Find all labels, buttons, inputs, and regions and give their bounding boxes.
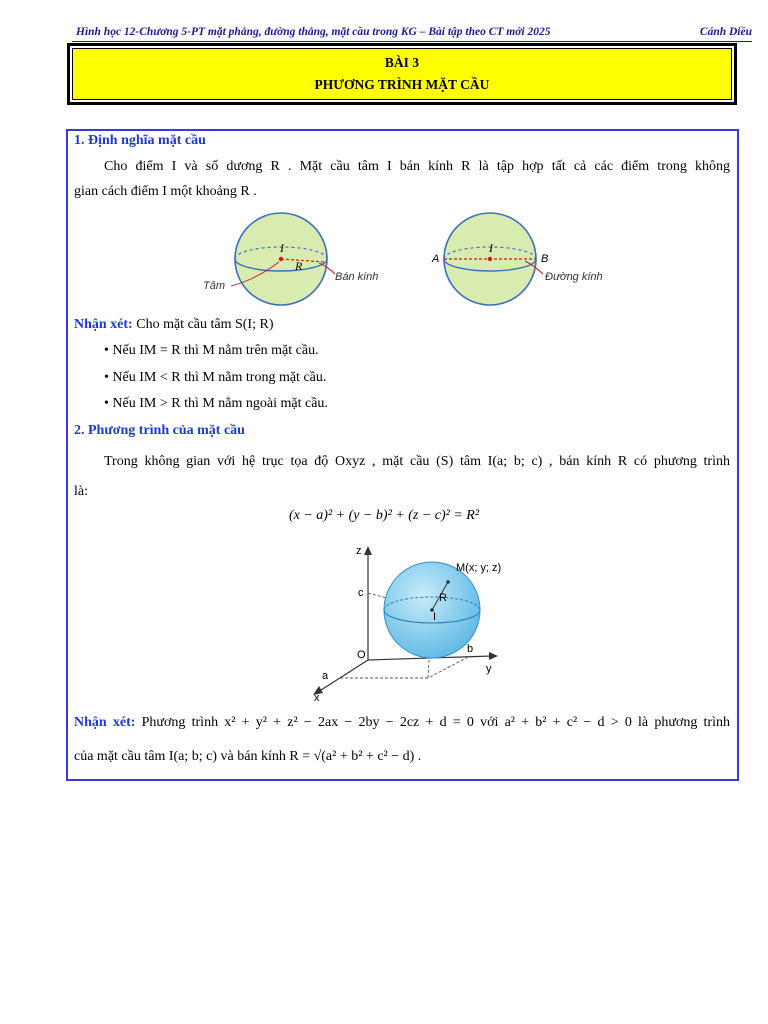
- center-label-2: I: [489, 241, 493, 255]
- y-axis-arrow: [489, 652, 498, 660]
- page-header: [72, 25, 752, 42]
- y-label: y: [486, 663, 492, 675]
- x-label: x: [314, 692, 320, 704]
- duong-kinh-label: Đường kính: [545, 271, 603, 283]
- ban-kinh-label: Bán kính: [335, 271, 379, 283]
- tam-label: Tâm: [203, 280, 225, 292]
- section2-heading: 2. Phương trình của mặt cầu: [74, 423, 245, 438]
- point-b-label: B: [541, 253, 549, 265]
- radius-label: R: [295, 259, 303, 273]
- section2-remark-line2: của mặt cầu tâm I(a; b; c) và bán kính R = √(a² + b² + c² − d) .: [74, 749, 422, 764]
- remark-text: Cho mặt cầu tâm S(I; R): [132, 317, 274, 332]
- lesson-title-box: [67, 43, 737, 105]
- lesson-title: PHƯƠNG TRÌNH MẶT CẦU: [314, 77, 490, 92]
- z-label: z: [356, 545, 362, 557]
- c-label: c: [358, 587, 364, 599]
- remark-label: Nhận xét:: [74, 317, 133, 332]
- r-label: R: [439, 592, 447, 604]
- a-label: a: [322, 670, 329, 682]
- remark2-label: Nhận xét:: [74, 715, 136, 730]
- coordinate-sphere-figure: [300, 540, 520, 705]
- section1-heading: 1. Định nghĩa mặt cầu: [74, 133, 206, 148]
- section2-remark-line1: [74, 711, 730, 735]
- b-label: b: [467, 643, 474, 655]
- i-label: I: [433, 611, 437, 623]
- sphere-definition-figure: [195, 210, 615, 310]
- section2-line1: Trong không gian với hệ trục tọa độ Oxyz , mặt cầu (S) tâm I(a; b; c) , bán kính R có phương trình: [104, 454, 730, 469]
- point-a-label: A: [432, 253, 440, 265]
- z-axis-arrow: [364, 546, 372, 555]
- o-label: O: [357, 649, 366, 661]
- section1-line1: Cho điểm I và số dương R . Mặt cầu tâm I bán kính R là tập hợp tất cả các điểm trong không: [104, 159, 730, 174]
- lesson-number: BÀI 3: [384, 55, 420, 70]
- center-point-2: [488, 257, 492, 261]
- bullet-on-sphere: • Nếu IM = R thì M nằm trên mặt cầu.: [104, 343, 319, 358]
- center-point: [279, 257, 283, 261]
- bullet-outside-sphere: • Nếu IM > R thì M nằm ngoài mặt cầu.: [104, 396, 328, 411]
- center-label: I: [280, 241, 284, 255]
- header-chapter-text: Hình học 12-Chương 5-PT mặt phẳng, đường thẳng, mặt cầu trong KG – Bài tập theo CT mới 2025: [76, 26, 551, 38]
- proj-line-b: [428, 657, 468, 678]
- section1-remark: [74, 313, 274, 337]
- remark2-text: Phương trình x² + y² + z² − 2ax − 2by − 2cz + d = 0 với a² + b² + c² − d > 0 là phương trình: [135, 715, 730, 730]
- sphere-equation: (x − a)² + (y − b)² + (z − c)² = R²: [288, 508, 480, 523]
- bullet-inside-sphere: • Nếu IM < R thì M nằm trong mặt cầu.: [104, 370, 327, 385]
- section1-line2: gian cách điểm I một khoảng R .: [74, 184, 257, 199]
- point-m-label: M(x; y; z): [456, 562, 502, 574]
- point-M: [446, 580, 450, 584]
- header-book-text: Cánh Diều: [699, 26, 752, 38]
- section2-line2: là:: [74, 484, 88, 499]
